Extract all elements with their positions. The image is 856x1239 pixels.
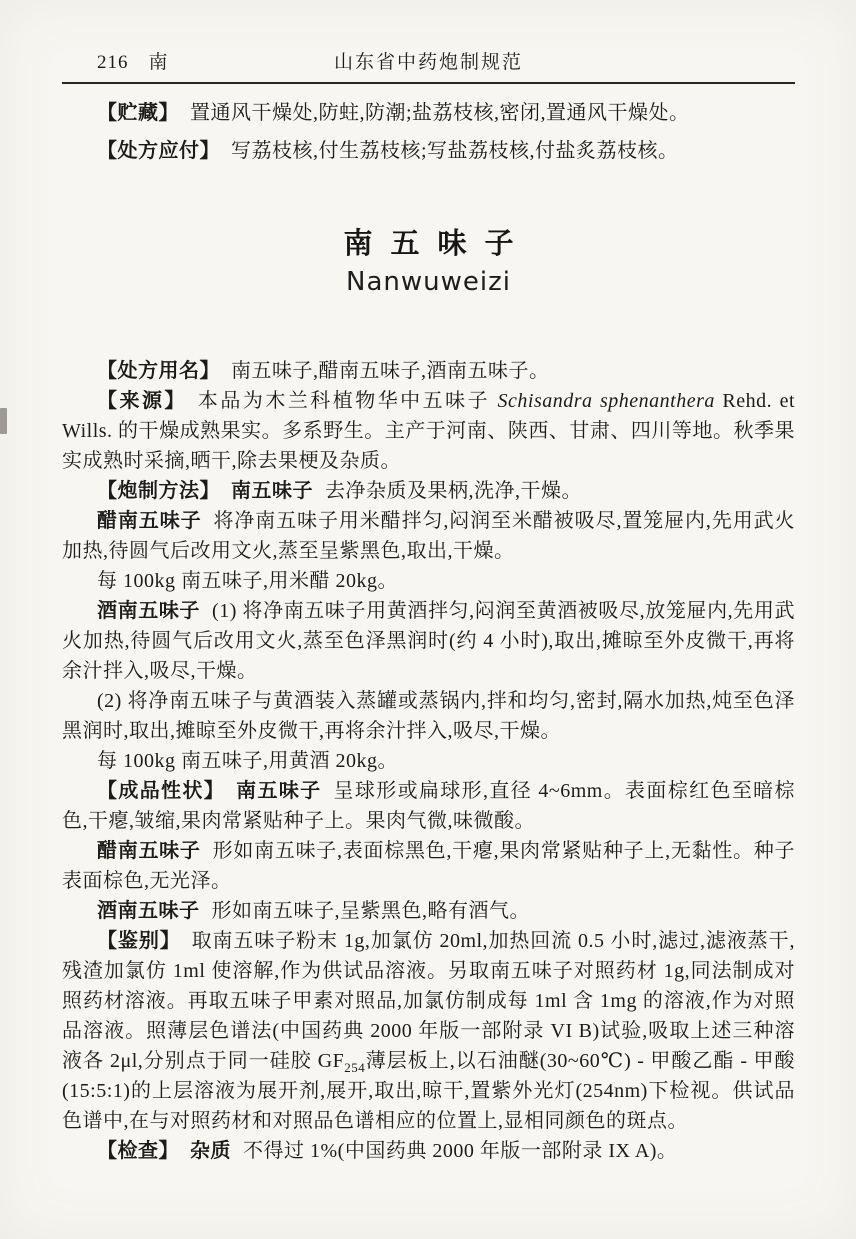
- processing-raw-text: 去净杂质及果柄,洗净,干燥。: [325, 480, 582, 502]
- check-paragraph: [62, 1136, 795, 1166]
- source-label: 【来源】: [97, 390, 187, 412]
- source-text-post: 的干燥成熟果实。多系野生。主产于河南、陕西、甘肃、四川等地。秋季果实成熟时采摘,晒干,除去果梗及杂质。: [62, 420, 796, 472]
- processing-wine-paragraph-1: [62, 596, 795, 686]
- identification-paragraph: [62, 926, 795, 1136]
- check-label: 【检查】: [97, 1140, 179, 1162]
- character-vinegar-subhead: 醋南五味子: [97, 840, 201, 862]
- book-title: 山东省中药炮制规范: [333, 52, 523, 73]
- check-subhead: 杂质: [190, 1140, 231, 1162]
- character-label: 【成品性状】: [97, 780, 226, 802]
- storage-paragraph: [62, 98, 795, 128]
- character-vinegar-text: 形如南五味子,表面棕黑色,干瘪,果肉常紧贴种子上,无黏性。种子表面棕色,无光泽。: [62, 840, 796, 892]
- page-number: 216: [97, 52, 129, 73]
- character-wine-text: 形如南五味子,呈紫黑色,略有酒气。: [211, 900, 530, 922]
- page-header: [62, 50, 795, 76]
- character-vinegar-paragraph: [62, 836, 795, 896]
- monograph-title-block: [62, 226, 795, 298]
- source-text-pre: 本品为木兰科植物华中五味子: [197, 390, 498, 412]
- storage-text: 置通风干燥处,防蛀,防潮;盐荔枝核,密闭,置通风干燥处。: [190, 102, 690, 124]
- processing-vinegar-ratio-text: 每 100kg 南五味子,用米醋 20kg。: [97, 570, 398, 592]
- processing-wine-ratio-text: 每 100kg 南五味子,用黄酒 20kg。: [97, 750, 398, 772]
- monograph-title-pinyin: Nanwuweizi: [346, 267, 511, 297]
- processing-vinegar-ratio: [62, 566, 795, 596]
- identification-text-part1: 取南五味子粉末 1g,加氯仿 20ml,加热回流 0.5 小时,滤过,滤液蒸干,残渣加氯仿 1ml 使溶解,作为供试品溶液。另取南五味子对照药材 1g,同法制成对照药材溶液。再取五味子甲素对照品,加氯仿制成每 1ml 含 1mg 的溶液,作为对照品溶液。照薄层色谱法(中国药典 2000 年版一部附录 VI B)试验,吸取上述三种溶液各 2μl,分别点于同一硅胶 GF: [62, 930, 795, 1072]
- processing-vinegar-text: 将净南五味子用米醋拌匀,闷润至米醋被吸尽,置笼屉内,先用武火加热,待圆气后改用文火,蒸至呈紫黑色,取出,干燥。: [62, 510, 796, 562]
- scan-artifact: [0, 408, 7, 434]
- dispensing-paragraph: [62, 136, 795, 166]
- identification-text-part2: 薄层板上,以石油醚(30~60℃) - 甲酸乙酯 - 甲酸 (15:5:1)的上层溶液为展开剂,展开,取出,晾干,置紫外光灯(254nm)下检视。供试品色谱中,在与对照药材和对照品色谱相应的位置上,显相同颜色的斑点。: [62, 1050, 795, 1132]
- dispensing-text: 写荔枝核,付生荔枝核;写盐荔枝核,付盐炙荔枝核。: [231, 140, 679, 162]
- character-wine-subhead: 酒南五味子: [97, 900, 200, 922]
- prescription-names-paragraph: [62, 356, 795, 386]
- previous-entry-tail: [62, 98, 795, 166]
- processing-vinegar-subhead: 醋南五味子: [97, 510, 202, 532]
- prescription-names-text: 南五味子,醋南五味子,酒南五味子。: [231, 360, 550, 382]
- source-paragraph: [62, 386, 795, 476]
- latin-authority: Rehd. et Wills.: [62, 390, 796, 442]
- processing-wine-method2-text: (2) 将净南五味子与黄酒装入蒸罐或蒸锅内,拌和均匀,密封,隔水加热,炖至色泽黑润时,取出,摊晾至外皮微干,再将余汁拌入,吸尽,干燥。: [62, 690, 795, 742]
- processing-wine-method1-text: (1) 将净南五味子用黄酒拌匀,闷润至黄酒被吸尽,放笼屉内,先用武火加热,待圆气后改用文火,蒸至色泽黑润时(约 4 小时),取出,摊晾至外皮微干,再将余汁拌入,吸尽,干燥。: [62, 600, 795, 682]
- dispensing-label: 【处方应付】: [97, 140, 220, 162]
- header-rule: [62, 82, 795, 84]
- check-text: 不得过 1%(中国药典 2000 年版一部附录 IX A)。: [243, 1140, 678, 1162]
- latin-binomial: Schisandra sphenanthera: [497, 390, 715, 412]
- prescription-names-label: 【处方用名】: [97, 360, 220, 382]
- monograph-body: [62, 356, 795, 1166]
- character-raw-text: 呈球形或扁球形,直径 4~6mm。表面棕红色至暗棕色,干瘪,皱缩,果肉常紧贴种子上。果肉气微,味微酸。: [62, 780, 796, 832]
- character-raw-subhead: 南五味子: [236, 780, 322, 802]
- tlc-plate-subscript: 254: [344, 1060, 366, 1075]
- monograph-title-chinese: 南五味子: [343, 228, 532, 260]
- processing-wine-subhead: 酒南五味子: [97, 600, 201, 622]
- processing-raw-subhead: 南五味子: [231, 480, 313, 502]
- character-wine-paragraph: [62, 896, 795, 926]
- identification-label: 【鉴别】: [97, 930, 181, 952]
- index-character: 南: [148, 52, 169, 73]
- processing-wine-ratio: [62, 746, 795, 776]
- storage-label: 【贮藏】: [97, 102, 179, 124]
- processing-label: 【炮制方法】: [97, 480, 220, 502]
- processing-vinegar-paragraph: [62, 506, 795, 566]
- processing-raw-paragraph: [62, 476, 795, 506]
- character-raw-paragraph: [62, 776, 795, 836]
- header-left: [97, 50, 169, 76]
- processing-wine-paragraph-2: [62, 686, 795, 746]
